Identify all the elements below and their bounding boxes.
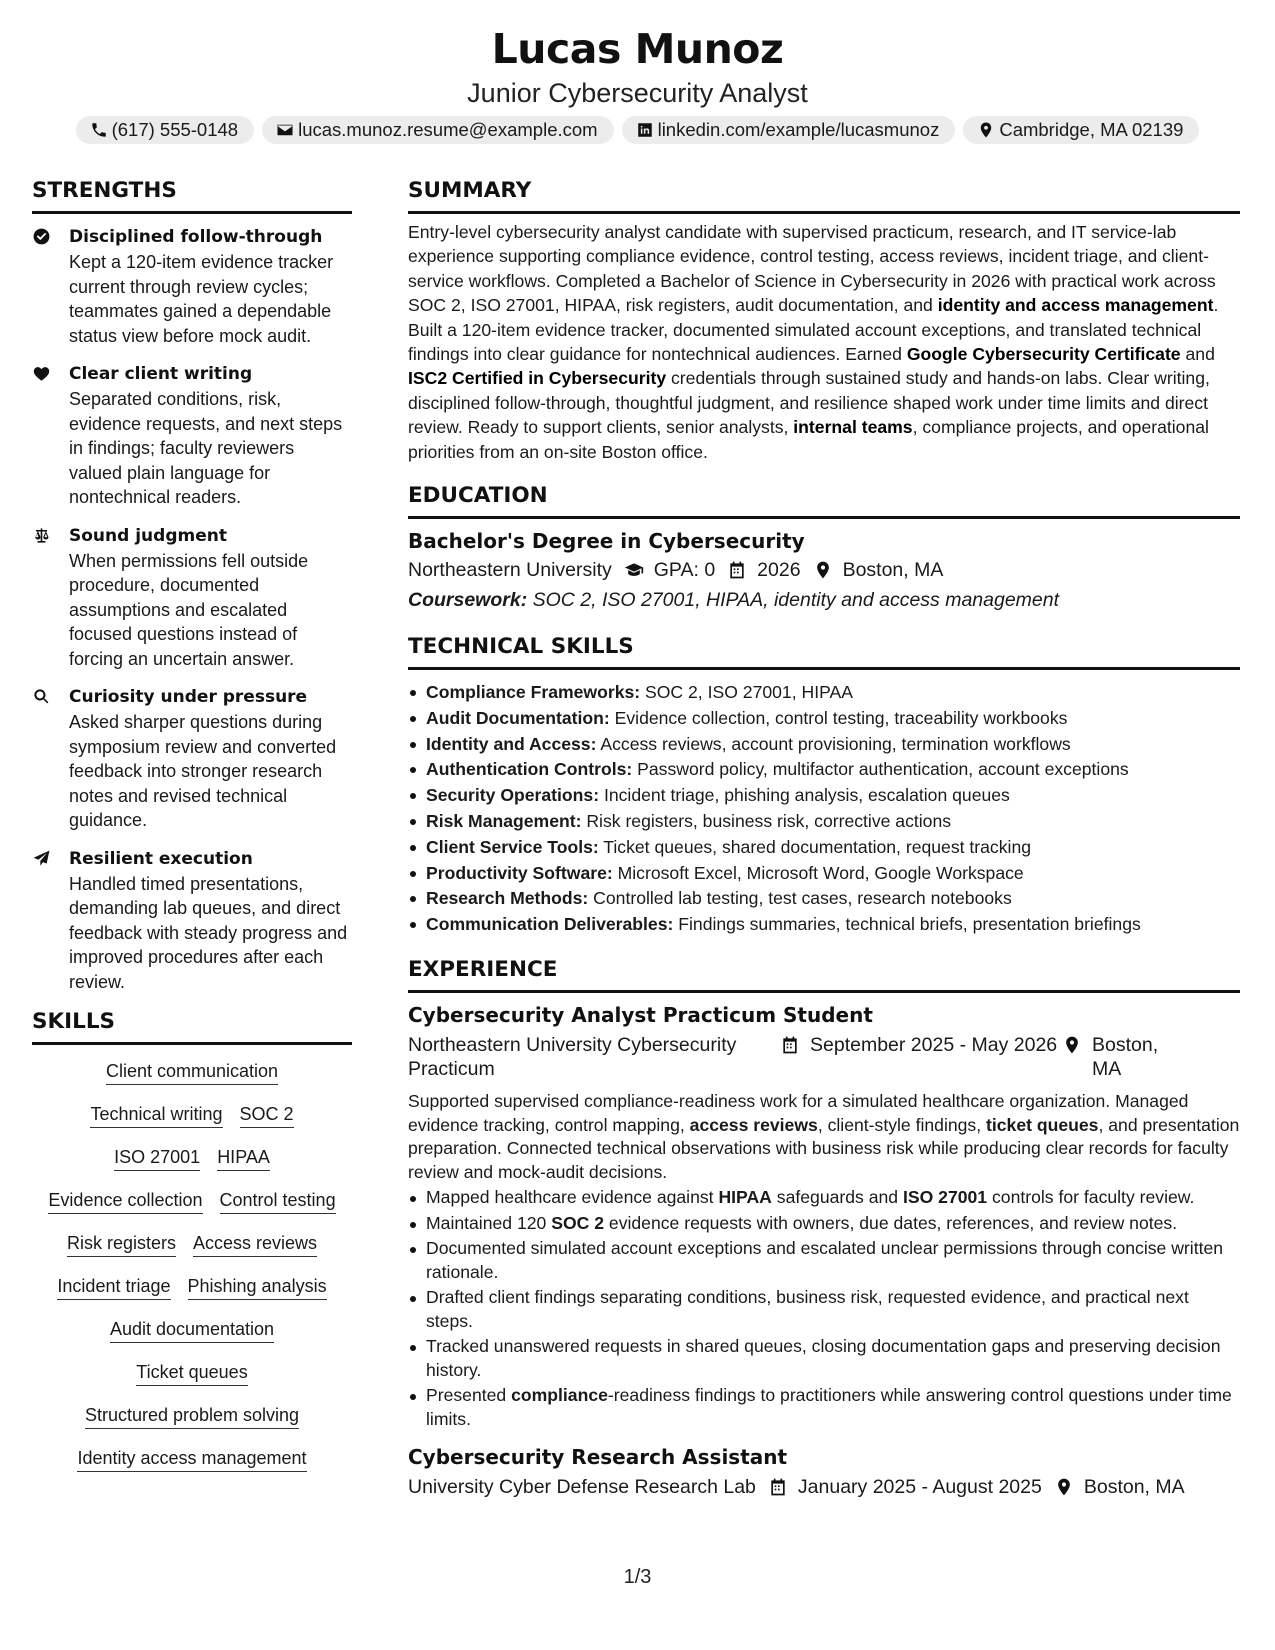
skills-list [32, 1059, 352, 1472]
summary-text [408, 220, 1240, 464]
technical-skill-value: Controlled lab testing, test cases, research notebooks [588, 888, 1012, 909]
technical-skill-item [408, 783, 1240, 809]
skill-row [32, 1360, 352, 1386]
skill-tag: Identity access management [77, 1446, 306, 1472]
strength-item [32, 224, 352, 348]
job-desc-text: , and presentation preparation. Connected technical observations with business risk while producing clear records for faculty review and mock-audit decisions. [408, 1114, 1240, 1182]
strength-desc: When permissions fell outside procedure, documented assumptions and escalated focused questions instead of forcing an uncertain answer. [69, 550, 309, 669]
strength-desc: Asked sharper questions during symposium review and converted feedback into stronger research notes and revised technical guidance. [69, 712, 337, 830]
skill-tag: Audit documentation [110, 1317, 274, 1343]
skill-row [32, 1317, 352, 1343]
job-bullet-text: Tracked unanswered requests in shared queues, closing documentation gaps and preserving decision history. [426, 1336, 1221, 1380]
experience-section [408, 955, 1240, 1501]
technical-skill-value: Ticket queues, shared documentation, request tracking [598, 836, 1032, 857]
summary-section [408, 176, 1240, 464]
technical-skill-value: Microsoft Excel, Microsoft Word, Google Workspace [612, 862, 1024, 883]
contact-linkedin[interactable] [622, 116, 956, 144]
calendar-icon [768, 1477, 788, 1497]
resume-header [0, 22, 1275, 144]
contact-linkedin-text: linkedin.com/example/lucasmunoz [657, 119, 940, 140]
summary-text: , compliance projects, and operational priorities from an on-site Boston office. [408, 417, 1209, 462]
job-bullet [408, 1286, 1240, 1333]
job-bullet-bold: ISO 27001 [902, 1187, 988, 1208]
technical-skills-list [408, 680, 1240, 938]
job-bullet-text: Presented [426, 1385, 512, 1406]
map-pin-icon [1054, 1477, 1074, 1497]
job-bullet-bold: HIPAA [718, 1187, 772, 1208]
coursework-text: SOC 2, ISO 27001, HIPAA, identity and access management [527, 589, 1060, 612]
skill-row [32, 1059, 352, 1085]
contact-email[interactable] [262, 116, 613, 144]
technical-skill-label: Compliance Frameworks: [426, 682, 641, 703]
summary-heading: SUMMARY [408, 176, 1240, 214]
skill-tag: SOC 2 [240, 1102, 294, 1128]
strengths-section [32, 176, 352, 994]
strength-desc: Kept a 120-item evidence tracker current through review cycles; teammates gained a dependable status view before mock audit. [69, 252, 334, 346]
technical-skills-heading: TECHNICAL SKILLS [408, 632, 1240, 670]
skill-row [32, 1446, 352, 1472]
technical-skill-item [408, 835, 1240, 861]
technical-skill-label: Research Methods: [426, 888, 589, 909]
page-number: 1/3 [623, 1566, 652, 1588]
balance-scale-icon [32, 526, 51, 545]
candidate-name: Lucas Munoz [491, 25, 784, 73]
coursework-label: Coursework: [408, 589, 528, 612]
right-column [408, 176, 1240, 1501]
skill-tag: Access reviews [193, 1231, 317, 1257]
technical-skill-item [408, 861, 1240, 887]
technical-skill-label: Identity and Access: [426, 733, 597, 754]
job-meta [408, 1473, 1240, 1501]
technical-skill-value: Evidence collection, control testing, traceability workbooks [609, 707, 1068, 728]
job-bullet [408, 1186, 1240, 1210]
skill-row [32, 1102, 352, 1128]
skill-tag: HIPAA [217, 1145, 270, 1171]
check-circle-icon [32, 227, 51, 246]
technical-skill-item [408, 886, 1240, 912]
job-bullets [408, 1186, 1240, 1431]
education-heading: EDUCATION [408, 481, 1240, 519]
technical-skill-label: Productivity Software: [426, 862, 613, 883]
job-desc-bold: ticket queues [986, 1114, 1099, 1135]
summary-text: . Built a 120-item evidence tracker, documented simulated account exceptions, and translated technical findings into clear guidance for nontechnical audiences. Earned [408, 295, 1219, 365]
technical-skill-value: Password policy, multifactor authentication, account exceptions [632, 759, 1129, 780]
education-section [408, 481, 1240, 615]
skill-tag: ISO 27001 [114, 1145, 200, 1171]
job-bullet [408, 1335, 1240, 1382]
job-bullet-text: Drafted client findings separating conditions, business risk, requested evidence, and practical next steps. [426, 1287, 1189, 1331]
degree-title: Bachelor's Degree in Cybersecurity [408, 529, 805, 554]
job-meta [408, 1033, 1240, 1081]
contact-phone-text: (617) 555-0148 [111, 119, 239, 140]
job-bullet [408, 1237, 1240, 1284]
technical-skill-item [408, 706, 1240, 732]
contact-location [963, 116, 1199, 144]
search-icon [32, 687, 51, 706]
job-location [1062, 1033, 1162, 1081]
skill-row [32, 1231, 352, 1257]
left-column [32, 176, 352, 1489]
strength-title: Clear client writing [69, 364, 253, 384]
job-bullet [408, 1384, 1240, 1431]
technical-skill-label: Audit Documentation: [426, 707, 610, 728]
job-entry [408, 1001, 1240, 1431]
summary-text: and [1180, 344, 1215, 365]
technical-skill-label: Security Operations: [426, 785, 600, 806]
strength-desc: Separated conditions, risk, evidence requests, and next steps in findings; faculty reviewers valued plain language for nontechnical readers. [69, 389, 343, 507]
skill-tag: Phishing analysis [188, 1274, 327, 1300]
job-bullet-bold: compliance [511, 1385, 608, 1406]
technical-skill-label: Risk Management: [426, 811, 582, 832]
technical-skill-value: Risk registers, business risk, corrective actions [581, 811, 952, 832]
job-dates-text: September 2025 - May 2026 [810, 1034, 1058, 1057]
skill-row [32, 1188, 352, 1214]
job-dates [780, 1033, 1062, 1081]
calendar-icon [727, 560, 747, 580]
paper-plane-icon [32, 849, 51, 868]
coursework [408, 585, 1240, 615]
map-pin-icon [977, 121, 995, 139]
job-entry [408, 1443, 1240, 1501]
skill-tag: Ticket queues [136, 1360, 247, 1386]
strengths-heading: STRENGTHS [32, 176, 352, 214]
technical-skill-label: Authentication Controls: [426, 759, 633, 780]
job-title: Cybersecurity Research Assistant [408, 1445, 788, 1470]
job-organization: University Cyber Defense Research Lab [408, 1476, 756, 1499]
contact-phone[interactable] [76, 116, 255, 144]
strength-item [32, 523, 352, 672]
job-bullet-text: Mapped healthcare evidence against [426, 1187, 719, 1208]
gpa: GPA: 0 [653, 559, 716, 582]
strength-title: Resilient execution [69, 848, 253, 869]
contact-email-text: lucas.munoz.resume@example.com [298, 119, 598, 140]
skill-tag: Evidence collection [48, 1188, 202, 1214]
graduation-cap-icon [624, 560, 644, 580]
technical-skill-item [408, 757, 1240, 783]
skill-tag: Control testing [220, 1188, 336, 1214]
strength-item [32, 684, 352, 833]
job-bullet-text: Documented simulated account exceptions and escalated unclear permissions through concise written rationale. [426, 1238, 1224, 1282]
summary-bold: identity and access management [937, 295, 1214, 316]
skill-tag: Incident triage [57, 1274, 170, 1300]
map-pin-icon [1062, 1035, 1082, 1055]
job-bullet-text: safeguards and [771, 1187, 903, 1208]
education-details [408, 555, 1240, 585]
job-desc-bold: access reviews [689, 1114, 818, 1135]
job-bullet [408, 1212, 1240, 1236]
candidate-title: Junior Cybersecurity Analyst [467, 78, 808, 108]
technical-skill-item [408, 912, 1240, 938]
contact-location-text: Cambridge, MA 02139 [999, 119, 1184, 140]
job-organization: Northeastern University Cybersecurity Practicum [408, 1034, 737, 1081]
contact-bar [0, 116, 1275, 144]
technical-skill-value: Findings summaries, technical briefs, presentation briefings [673, 914, 1141, 935]
technical-skill-label: Client Service Tools: [426, 836, 599, 857]
skill-row [32, 1274, 352, 1300]
job-bullet-text: -readiness findings to practitioners while answering control questions under time limits. [426, 1385, 1232, 1429]
job-bullet-text: controls for faculty review. [987, 1187, 1195, 1208]
job-title: Cybersecurity Analyst Practicum Student [408, 1003, 873, 1028]
strength-title: Sound judgment [69, 525, 227, 546]
summary-bold: Google Cybersecurity Certificate [906, 344, 1181, 365]
strength-item [32, 846, 352, 995]
job-location-text: Boston, MA [1092, 1034, 1159, 1081]
technical-skill-item [408, 732, 1240, 758]
job-desc-text: Supported supervised compliance-readiness work for a simulated healthcare organization. Managed evidence tracking, control mapping, [408, 1091, 1189, 1135]
skill-tag: Client communication [106, 1059, 278, 1085]
technical-skill-value: Incident triage, phishing analysis, escalation queues [599, 785, 1010, 806]
technical-skills-section [408, 632, 1240, 938]
linkedin-icon [636, 121, 654, 139]
job-bullet-text: evidence requests with owners, due dates, references, and review notes. [604, 1212, 1178, 1233]
heart-icon [32, 364, 51, 383]
strength-title: Disciplined follow-through [69, 227, 323, 247]
skill-tag: Risk registers [67, 1231, 176, 1257]
job-desc-text: , client-style findings, [817, 1114, 987, 1135]
job-bullet-text: Maintained 120 [426, 1212, 552, 1233]
job-bullet-bold: SOC 2 [551, 1212, 605, 1233]
technical-skill-item [408, 680, 1240, 706]
strength-desc: Handled timed presentations, demanding lab queues, and direct feedback with steady progress and improved procedures after each review. [69, 873, 348, 992]
technical-skill-item [408, 809, 1240, 835]
summary-bold: ISC2 Certified in Cybersecurity [408, 368, 667, 389]
skills-heading: SKILLS [32, 1007, 352, 1045]
skill-tag: Technical writing [90, 1102, 222, 1128]
strength-title: Curiosity under pressure [69, 687, 308, 707]
graduation-year: 2026 [757, 559, 801, 582]
experience-heading: EXPERIENCE [408, 955, 1240, 993]
skills-section [32, 1007, 352, 1472]
phone-icon [90, 121, 108, 139]
summary-text: Entry-level cybersecurity analyst candidate with supervised practicum, research, and IT service-lab experience supporting compliance evidence, control testing, access reviews, incident triage, and client-service workflows. Completed a Bachelor of Science in Cybersecurity in 2026 with practical work across SOC 2, ISO 27001, HIPAA, risk registers, audit documentation, and [408, 222, 1216, 316]
school-name: Northeastern University [408, 559, 612, 582]
skill-row [32, 1145, 352, 1171]
calendar-icon [780, 1035, 800, 1055]
summary-bold: internal teams [793, 417, 913, 438]
job-location-text: Boston, MA [1083, 1476, 1185, 1499]
technical-skill-value: Access reviews, account provisioning, termination workflows [596, 733, 1071, 754]
strength-item [32, 361, 352, 510]
school-location: Boston, MA [842, 559, 944, 582]
job-description [408, 1090, 1240, 1184]
summary-text: credentials through sustained study and hands-on labs. Clear writing, disciplined follow-through, thoughtful judgment, and resilience shaped work under time limits and direct review. Ready to support clients, senior analysts, [408, 368, 1210, 438]
map-pin-icon [813, 560, 833, 580]
envelope-icon [276, 121, 294, 139]
technical-skill-label: Communication Deliverables: [426, 914, 674, 935]
skill-row [32, 1403, 352, 1429]
technical-skill-value: SOC 2, ISO 27001, HIPAA [640, 682, 853, 703]
job-dates-text: January 2025 - August 2025 [797, 1476, 1042, 1499]
skill-tag: Structured problem solving [85, 1403, 299, 1429]
